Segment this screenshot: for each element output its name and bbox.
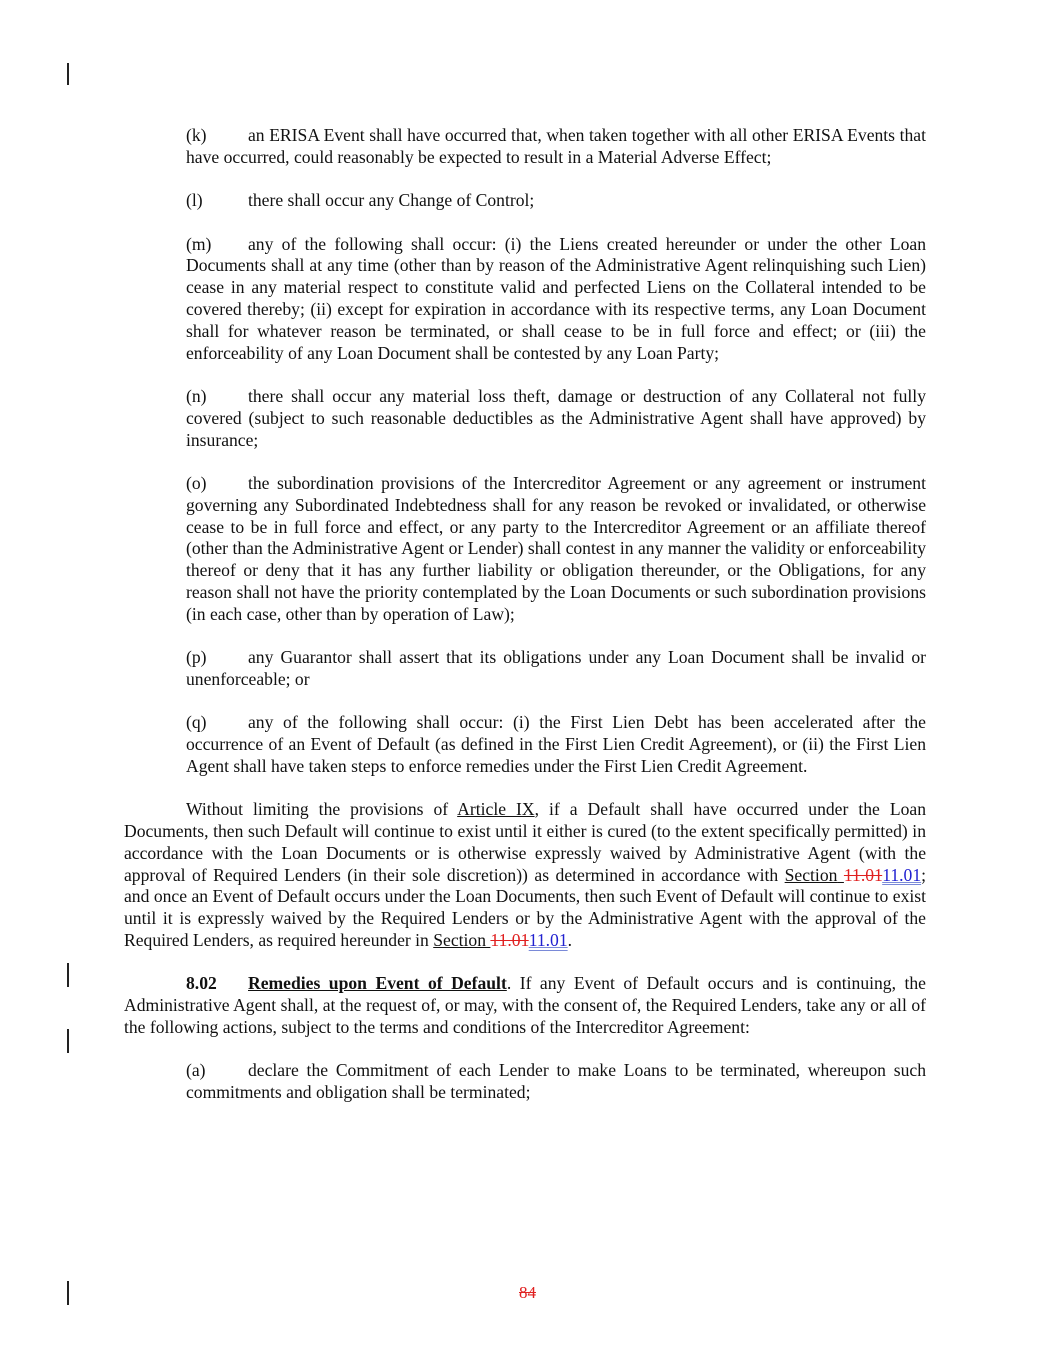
paragraph-text: Without limiting the provisions of: [186, 799, 458, 820]
clause-m: [124, 234, 926, 365]
clause-label: (m): [186, 233, 212, 254]
section-number: 8.02: [186, 973, 217, 994]
paragraph-text: .: [567, 930, 573, 951]
clause-label: (l): [186, 190, 203, 211]
change-bar: [67, 1029, 69, 1053]
clause-text: an ERISA Event shall have occurred that, when taken together with all other ERISA Events that have occurred, could reasonably be expected to result in a Material Adverse Effect;: [186, 125, 926, 167]
clause-text: any Guarantor shall assert that its obligations under any Loan Document shall be invalid or unenforceable; or: [186, 647, 926, 689]
clause-text: the subordination provisions of the Intercreditor Agreement or any agreement or instrument governing any Subordinated Indebtedness shall for any reason be revoked or invalidated, or otherwise cease to be in full force and effect, or any party to the Intercreditor Agreement or an affiliate thereof (other than the Administrative Agent or Lender) shall contest in any manner the validity or enforceability thereof or deny that it has any further liability or obligation thereunder, or the Obligations, for any reason shall not have the priority contemplated by the Loan Documents or such subordination provisions (in each case, other than by operation of Law);: [186, 472, 926, 624]
clause-q: [124, 712, 926, 777]
clause-label: (q): [186, 712, 207, 733]
clause-label: (a): [186, 1060, 206, 1081]
deleted-section-ref: 11.01: [843, 864, 883, 885]
clause-p: [124, 647, 926, 691]
paragraph-text: , if a Default shall have occurred under the Loan Documents, then such Default will continue to exist until it either is cured (to the extent specifically permitted) in accordance with the Loan Documents or is otherwise expressly waived by Administrative Agent (with the approval of Required Lenders (in their sole discretion)) as determined in accordance with: [124, 799, 926, 885]
clause-text: there shall occur any Change of Control;: [248, 190, 535, 211]
clause-text: there shall occur any material loss theft, damage or destruction of any Collateral not fully covered (subject to such reasonable deductibles as the Administrative Agent shall have approved) by insurance;: [186, 385, 926, 450]
section-intro: . If any Event of Default occurs and is continuing, the Administrative Agent shall, at the request of, or may, with the consent of, the Required Lenders, take any or all of the following actions, subject to the terms and conditions of the Intercreditor Agreement:: [124, 973, 926, 1038]
change-bar: [67, 63, 69, 85]
clause-l: [124, 190, 926, 212]
clause-label: (k): [186, 125, 207, 145]
section-8-02: [124, 973, 926, 1038]
section-word: Section: [784, 864, 838, 885]
clause-k: [124, 125, 926, 169]
change-bar: [67, 963, 69, 987]
clause-label: (o): [186, 472, 207, 493]
clause-text: any of the following shall occur: (i) the Liens created hereunder or under the other Loan Documents shall at any time (other than by reason of the Administrative Agent relinquishing such Lien) cease in any material respect to constitute valid and perfected Liens on the Collateral intended to be covered thereby; (ii) except for expiration in accordance with its respective terms, any Loan Document shall for whatever reason be terminated, or shall cease to be in full force and effect; or (iii) the enforceability of any Loan Document shall be contested by any Loan Party;: [186, 233, 926, 363]
default-continuation-paragraph: [124, 799, 926, 952]
deleted-section-ref: 11.01: [490, 930, 529, 951]
paragraph-text: ; and once an Event of Default occurs under the Loan Documents, then such Event of Default will continue to exist until it is expressly waived by the Required Lenders or by the Administrative Agent with the approval of the Required Lenders, as required hereunder in: [124, 864, 927, 951]
clause-n: [124, 386, 926, 451]
remedy-a: [124, 1060, 926, 1104]
clause-text: declare the Commitment of each Lender to make Loans to be terminated, whereupon such commitments and obligation shall be terminated;: [186, 1060, 926, 1103]
clause-text: any of the following shall occur: (i) the First Lien Debt has been accelerated after the occurrence of an Event of Default (as defined in the First Lien Credit Agreement), or (ii) the First Lien Agent shall have taken steps to enforce remedies under the First Lien Credit Agreement.: [186, 712, 926, 776]
inserted-section-ref[interactable]: 11.01: [528, 930, 568, 951]
article-ix-reference[interactable]: Article IX: [457, 799, 535, 820]
inserted-section-ref[interactable]: 11.01: [882, 864, 922, 885]
document-page: [124, 125, 926, 1126]
clause-label: (n): [186, 385, 207, 406]
page-number: 84: [519, 1283, 536, 1302]
clause-label: (p): [186, 647, 207, 668]
section-title: Remedies upon Event of Default: [248, 973, 507, 994]
clause-o: [124, 473, 926, 626]
section-word: Section: [433, 930, 487, 951]
